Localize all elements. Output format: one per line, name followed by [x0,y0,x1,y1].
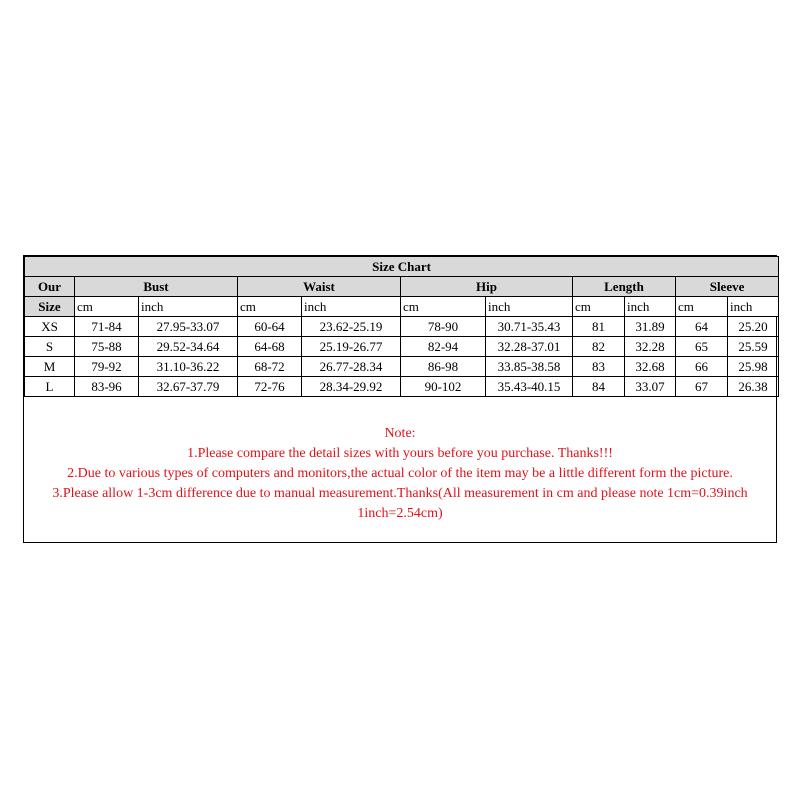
title-row [25,257,779,277]
table-row [25,377,779,397]
length-inch-cell: 33.07 [625,377,676,397]
bust-header: Bust [75,277,238,297]
length-inch-cell: 32.68 [625,357,676,377]
waist-inch-cell: 23.62-25.19 [302,317,401,337]
hip-cm-cell: 82-94 [401,337,486,357]
hip-inch-cell: 32.28-37.01 [486,337,573,357]
notes-block [24,424,776,524]
sleeve-inch-cell: 25.98 [728,357,779,377]
unit-cm: cm [573,297,625,317]
waist-cm-cell: 64-68 [238,337,302,357]
waist-inch-cell: 26.77-28.34 [302,357,401,377]
unit-cm: cm [75,297,139,317]
bust-cm-cell: 71-84 [75,317,139,337]
length-inch-cell: 31.89 [625,317,676,337]
size-cell: XS [25,317,75,337]
group-header-row [25,277,779,297]
table-row [25,357,779,377]
unit-inch: inch [486,297,573,317]
sleeve-header: Sleeve [676,277,779,297]
length-cm-cell: 84 [573,377,625,397]
waist-cm-cell: 72-76 [238,377,302,397]
sleeve-inch-cell: 26.38 [728,377,779,397]
unit-inch: inch [728,297,779,317]
unit-inch: inch [302,297,401,317]
chart-title: Size Chart [25,257,779,277]
length-cm-cell: 81 [573,317,625,337]
unit-header-row [25,297,779,317]
bust-cm-cell: 75-88 [75,337,139,357]
sleeve-inch-cell: 25.20 [728,317,779,337]
size-header-top: Our [25,277,75,297]
unit-cm: cm [238,297,302,317]
note-line-3: 3.Please allow 1-3cm difference due to manual measurement.Thanks(All measurement in cm and please note 1cm=0.39inch [52,486,748,501]
unit-cm: cm [676,297,728,317]
table-row [25,317,779,337]
bust-inch-cell: 27.95-33.07 [139,317,238,337]
bust-cm-cell: 79-92 [75,357,139,377]
hip-inch-cell: 30.71-35.43 [486,317,573,337]
unit-inch: inch [625,297,676,317]
hip-cm-cell: 78-90 [401,317,486,337]
unit-cm: cm [401,297,486,317]
bust-inch-cell: 31.10-36.22 [139,357,238,377]
bust-inch-cell: 29.52-34.64 [139,337,238,357]
size-chart-table [24,256,779,397]
bust-cm-cell: 83-96 [75,377,139,397]
hip-cm-cell: 86-98 [401,357,486,377]
waist-cm-cell: 60-64 [238,317,302,337]
length-header: Length [573,277,676,297]
unit-inch: inch [139,297,238,317]
length-cm-cell: 82 [573,337,625,357]
size-cell: M [25,357,75,377]
note-line-4: 1inch=2.54cm) [357,506,443,521]
sleeve-cm-cell: 67 [676,377,728,397]
length-cm-cell: 83 [573,357,625,377]
waist-header: Waist [238,277,401,297]
waist-inch-cell: 25.19-26.77 [302,337,401,357]
note-line-2: 2.Due to various types of computers and monitors,the actual color of the item may be a little different form the picture. [67,466,733,481]
bust-inch-cell: 32.67-37.79 [139,377,238,397]
note-heading: Note: [384,426,416,441]
note-line-1: 1.Please compare the detail sizes with yours before you purchase. Thanks!!! [187,446,613,461]
size-chart-container [23,255,777,543]
hip-header: Hip [401,277,573,297]
table-row [25,337,779,357]
sleeve-cm-cell: 66 [676,357,728,377]
size-cell: S [25,337,75,357]
sleeve-cm-cell: 65 [676,337,728,357]
size-header-bottom: Size [25,297,75,317]
length-inch-cell: 32.28 [625,337,676,357]
hip-cm-cell: 90-102 [401,377,486,397]
sleeve-cm-cell: 64 [676,317,728,337]
sleeve-inch-cell: 25.59 [728,337,779,357]
waist-cm-cell: 68-72 [238,357,302,377]
waist-inch-cell: 28.34-29.92 [302,377,401,397]
size-cell: L [25,377,75,397]
hip-inch-cell: 33.85-38.58 [486,357,573,377]
hip-inch-cell: 35.43-40.15 [486,377,573,397]
